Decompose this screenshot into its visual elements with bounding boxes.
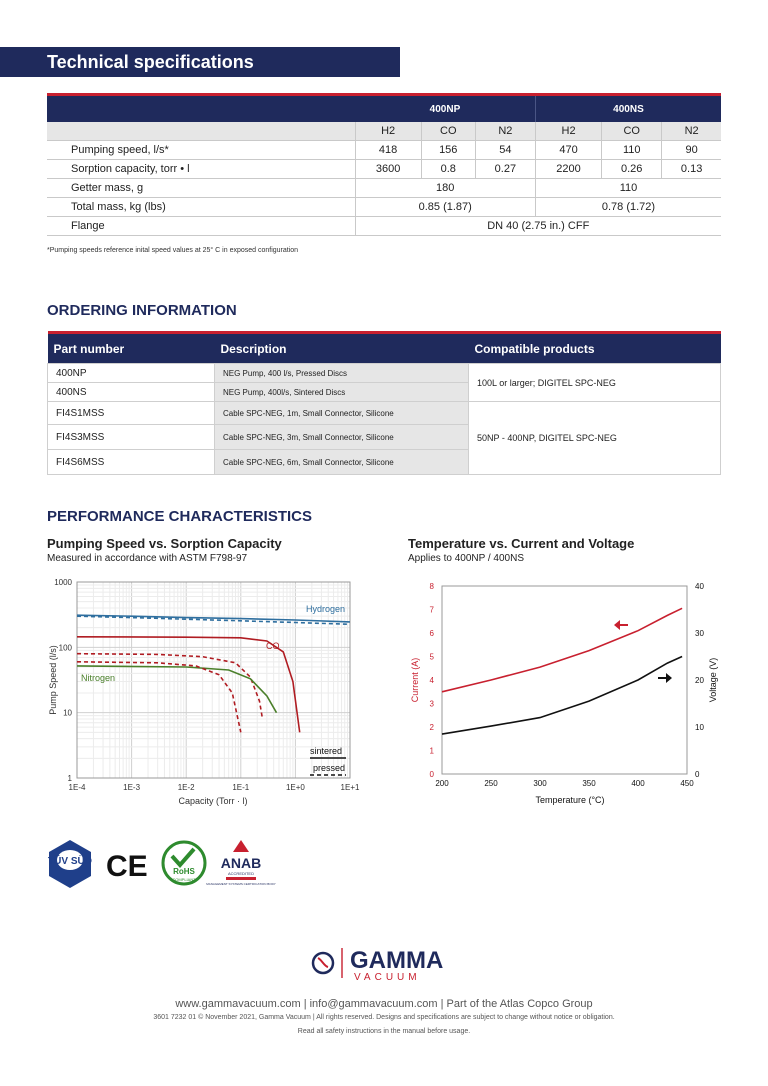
- hydrogen-label: Hydrogen: [305, 604, 345, 614]
- cell: 54: [475, 141, 535, 160]
- x-tick-label: 1E+1: [340, 783, 360, 792]
- tuv-icon: [48, 840, 92, 888]
- x-tick-label: 1E-4: [68, 783, 86, 792]
- x-axis-label: Temperature (°C): [535, 795, 605, 805]
- description: Cable SPC-NEG, 3m, Small Connector, Silicone: [215, 425, 469, 450]
- y-axis-label: Current (A): [410, 657, 420, 703]
- description: NEG Pump, 400l/s, Sintered Discs: [215, 383, 469, 402]
- part-number: FI4S1MSS: [48, 402, 215, 425]
- row-label: Flange: [47, 217, 355, 236]
- anab-text: ANAB: [220, 855, 262, 871]
- plot-frame: [442, 586, 687, 774]
- chart1-title: Pumping Speed vs. Sorption Capacity: [47, 536, 282, 551]
- section-banner: Technical specifications: [0, 47, 400, 77]
- description: NEG Pump, 400 l/s, Pressed Discs: [215, 364, 469, 383]
- row-label: Pumping speed, l/s*: [47, 141, 355, 160]
- cell: 156: [421, 141, 475, 160]
- y2-axis-label: Voltage (V): [708, 657, 718, 703]
- col-part-number: Part number: [48, 333, 215, 364]
- x-tick-label: 350: [582, 779, 596, 788]
- table-row: [47, 141, 721, 160]
- gas-co: CO: [421, 122, 475, 141]
- y-tick-label: 4: [429, 676, 434, 685]
- chart2-title: Temperature vs. Current and Voltage: [408, 536, 635, 551]
- chart1-subtitle: Measured in accordance with ASTM F798-97: [47, 553, 248, 564]
- footer-legal: 3601 7232 01 © November 2021, Gamma Vacuum | All rights reserved. Designs and specifications are subject to change without notice or obligation.: [153, 1014, 615, 1021]
- row-label: Total mass, kg (lbs): [47, 198, 355, 217]
- part-number: 400NS: [48, 383, 215, 402]
- cell: 2200: [535, 160, 601, 179]
- compatible-products: 50NP - 400NP, DIGITEL SPC-NEG: [469, 402, 721, 475]
- ce-text: CE: [106, 850, 148, 883]
- table-row: [47, 217, 721, 236]
- cell: 0.26: [602, 160, 662, 179]
- ordering-table: [47, 331, 721, 475]
- certification-badges: [46, 838, 276, 890]
- cell: 3600: [355, 160, 421, 179]
- x-tick-label: 1E+0: [285, 783, 305, 792]
- cell: 0.13: [662, 160, 721, 179]
- x-axis-label: Capacity (Torr · l): [178, 796, 248, 806]
- y-tick-label: 6: [429, 629, 434, 638]
- cell: 110: [602, 141, 662, 160]
- y-tick-label: 2: [429, 723, 434, 732]
- cell: 418: [355, 141, 421, 160]
- current-arrow-icon: [614, 620, 628, 630]
- temp-vs-current-chart: [380, 570, 768, 810]
- model-400np: 400NP: [355, 95, 535, 123]
- footnote: *Pumping speeds reference inital speed values at 25° C in exposed configuration: [47, 247, 299, 254]
- col-compatible: Compatible products: [469, 333, 721, 364]
- cell: 180: [355, 179, 535, 198]
- speed-vs-capacity-chart: [0, 570, 380, 810]
- x-tick-label: 1E-3: [123, 783, 141, 792]
- co-label: CO: [266, 641, 280, 651]
- y-tick-label: 1: [67, 774, 72, 783]
- x-tick-label: 250: [484, 779, 498, 788]
- y-tick-label: 100: [58, 643, 72, 653]
- gas-h2: H2: [535, 122, 601, 141]
- y-tick-label: 1: [429, 746, 434, 756]
- gas-row: [47, 122, 721, 141]
- ce-icon: [106, 850, 148, 883]
- description: Cable SPC-NEG, 1m, Small Connector, Silicone: [215, 402, 469, 425]
- tuv-text: TÜV SÜD: [48, 856, 92, 867]
- spec-header-row: [47, 95, 721, 123]
- row-label: Getter mass, g: [47, 179, 355, 198]
- rohs-sub: COMPLIANT: [172, 877, 196, 882]
- y2-tick-label: 40: [695, 582, 704, 591]
- part-number: 400NP: [48, 364, 215, 383]
- spec-table: [47, 93, 721, 236]
- table-row: [48, 364, 721, 383]
- col-description: Description: [215, 333, 469, 364]
- y-tick-label: 10: [63, 708, 72, 718]
- gas-n2: N2: [475, 122, 535, 141]
- cell: 0.78 (1.72): [535, 198, 721, 217]
- ordering-title: ORDERING INFORMATION: [47, 302, 237, 319]
- rohs-icon: [163, 842, 205, 884]
- x-tick-label: 200: [435, 779, 449, 788]
- logo-sub: VACUUM: [354, 972, 421, 983]
- table-row: [47, 198, 721, 217]
- y2-tick-label: 10: [695, 723, 704, 732]
- y-axis-label: Pump Speed (l/s): [48, 645, 58, 715]
- gas-h2: H2: [355, 122, 421, 141]
- chart2-subtitle: Applies to 400NP / 400NS: [408, 553, 525, 564]
- series-line: [442, 657, 682, 735]
- cell: 0.8: [421, 160, 475, 179]
- cell: 470: [535, 141, 601, 160]
- compatible-products: 100L or larger; DIGITEL SPC-NEG: [469, 364, 721, 402]
- y2-tick-label: 0: [695, 770, 700, 779]
- y-tick-label: 8: [429, 582, 434, 591]
- y2-tick-label: 30: [695, 629, 704, 638]
- series-line: [442, 608, 682, 692]
- table-row: [48, 402, 721, 425]
- anab-sub2: MANAGEMENT SYSTEMS CERTIFICATION BODY: [206, 882, 276, 886]
- footer-links: www.gammavacuum.com | info@gammavacuum.com | Part of the Atlas Copco Group: [175, 998, 593, 1010]
- gas-n2: N2: [662, 122, 721, 141]
- y-tick-label: 3: [429, 699, 434, 709]
- y-tick-label: 1000: [54, 578, 72, 587]
- cell: 0.27: [475, 160, 535, 179]
- cell: DN 40 (2.75 in.) CFF: [355, 217, 721, 236]
- part-number: FI4S6MSS: [48, 450, 215, 475]
- series-line: [77, 637, 300, 733]
- rohs-text: RoHS: [173, 867, 195, 876]
- table-row: [47, 160, 721, 179]
- x-tick-label: 300: [533, 779, 547, 788]
- x-tick-label: 450: [680, 779, 694, 788]
- footer-safety: Read all safety instructions in the manual before usage.: [297, 1028, 471, 1035]
- cell: 0.85 (1.87): [355, 198, 535, 217]
- y2-tick-label: 20: [695, 676, 704, 685]
- y-tick-label: 7: [429, 605, 434, 615]
- x-tick-label: 1E-1: [232, 783, 250, 792]
- nitrogen-label: Nitrogen: [81, 673, 116, 683]
- description: Cable SPC-NEG, 6m, Small Connector, Silicone: [215, 450, 469, 475]
- performance-title: PERFORMANCE CHARACTERISTICS: [47, 508, 313, 525]
- pressed-legend-label: pressed: [313, 763, 346, 773]
- logo-name: GAMMA: [350, 947, 444, 974]
- x-tick-label: 400: [631, 779, 645, 788]
- anab-icon: [206, 840, 276, 886]
- part-number: FI4S3MSS: [48, 425, 215, 450]
- anab-sub: ACCREDITED: [227, 871, 255, 876]
- cell: 110: [535, 179, 721, 198]
- y-tick-label: 5: [429, 652, 434, 662]
- model-400ns: 400NS: [535, 95, 721, 123]
- voltage-arrow-icon: [658, 673, 672, 683]
- gamma-vacuum-logo: [310, 944, 470, 984]
- table-row: [47, 179, 721, 198]
- ordering-header-row: [48, 333, 721, 364]
- sintered-legend-label: sintered: [310, 746, 343, 756]
- row-label: Sorption capacity, torr • l: [47, 160, 355, 179]
- cell: 90: [662, 141, 721, 160]
- x-tick-label: 1E-2: [177, 783, 195, 792]
- gas-co: CO: [602, 122, 662, 141]
- y-tick-label: 0: [429, 770, 434, 779]
